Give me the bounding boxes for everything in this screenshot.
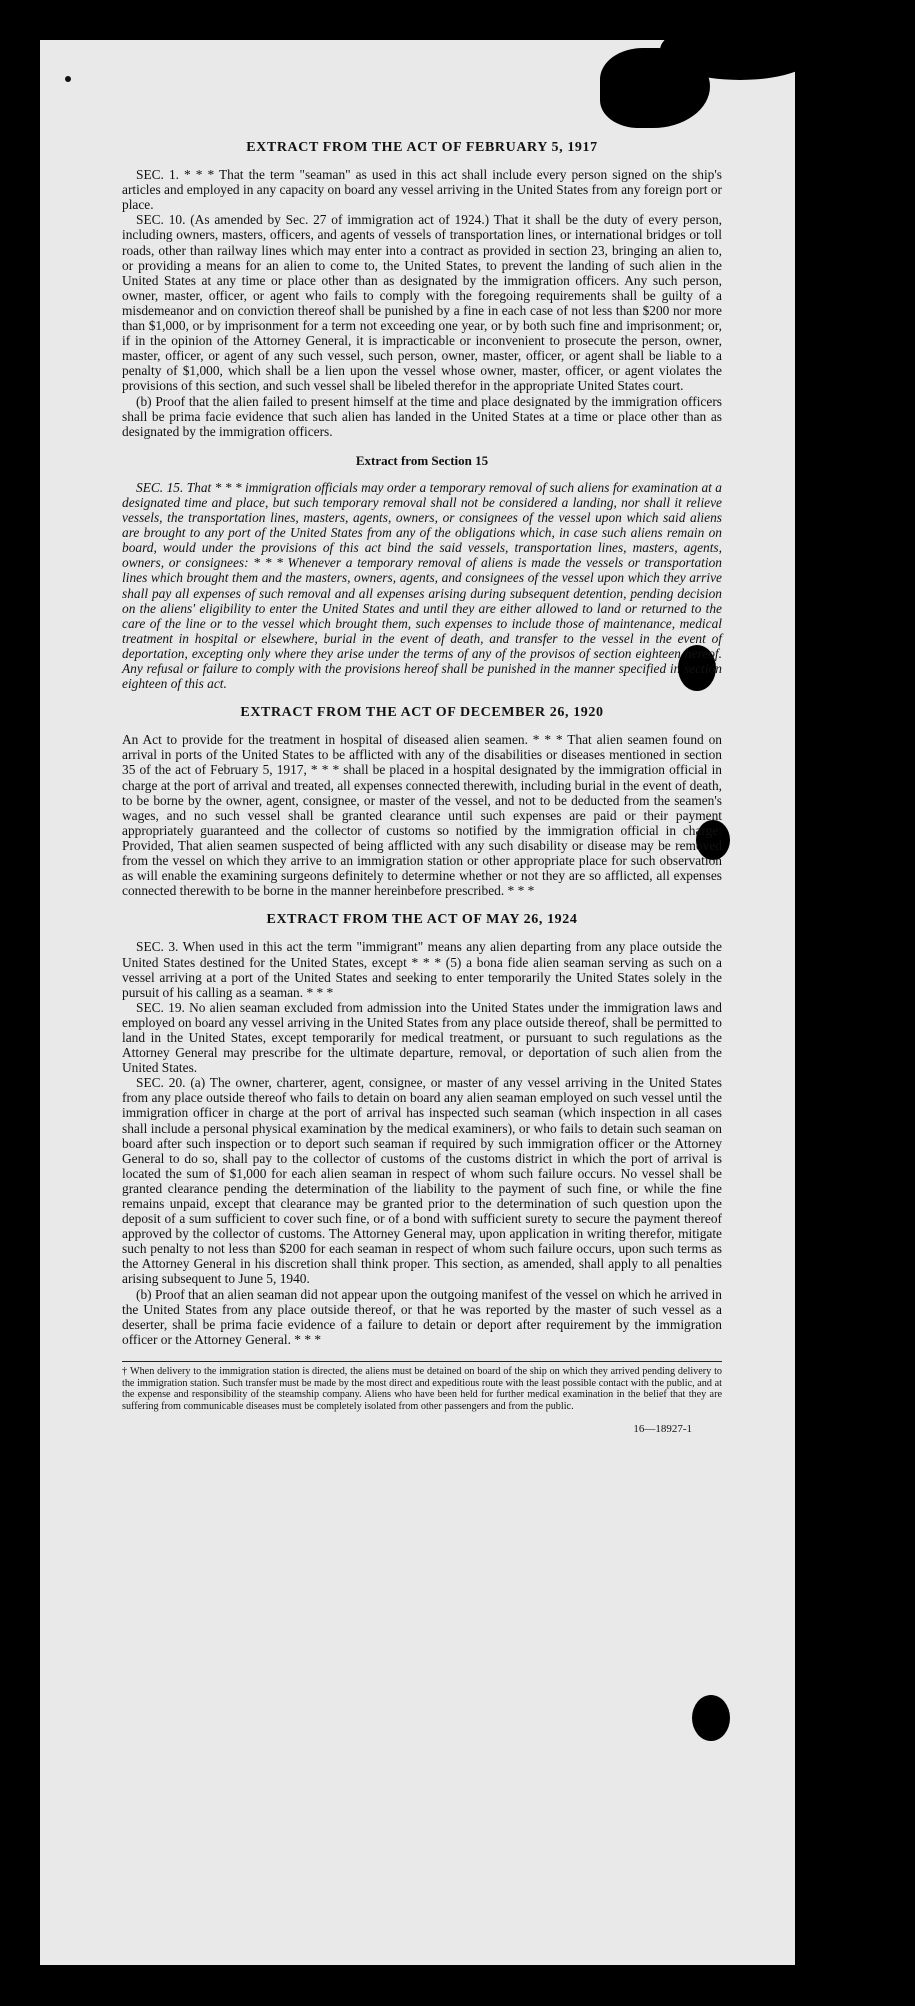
- section-15: [122, 480, 722, 691]
- paragraph-sec-19: SEC. 19. No alien seaman excluded from admission into the United States under the immigration laws and employed on board any vessel arriving in the United States from any place outside thereof, shall be permitted to land in the United States, except temporarily for medical treatment, or pursuant to such regulations as the Attorney General may prescribe for the ultimate departure, removal, or deportation of such alien from the United States.: [122, 999, 722, 1076]
- form-number: 16—18927-1: [633, 1423, 692, 1436]
- section-1924: [122, 939, 722, 1347]
- document-body: [122, 140, 722, 1437]
- burn-hole-3: [692, 1695, 730, 1741]
- paragraph-sec-1: SEC. 1. * * * That the term "seaman" as used in this act shall include every person signed on the ship's articles and employed in any capacity on board any vessel arriving in the United States from any foreign port or place.: [122, 167, 722, 213]
- document-page: [40, 40, 795, 1965]
- paragraph-sec-10: SEC. 10. (As amended by Sec. 27 of immigration act of 1924.) That it shall be the duty of every person, including owners, masters, officers, and agents of vessels of transportation lines, or international bridges or toll roads, other than railway lines which may enter into a contract as provided in section 23, bringing an alien to, or providing a means for an alien to come to, the United States, to prevent the landing of such alien in the United States at any time or place other than as designated by the immigration officers. Any such person, owner, master, officer, or agent who fails to comply with the foregoing requirements shall be guilty of a misdemeanor and on conviction thereof shall be punished by a fine in each case of not less than $200 nor more than $1,000, or by imprisonment for a term not exceeding one year, or by both such fine and imprisonment; or, if in the opinion of the Attorney General, it is impracticable or inconvenient to prosecute the person, owner, master, officer, or agent of any such vessel, such person, owner, master, officer, or agent shall be liable to a penalty of $1,000, which shall be a lien upon the vessel whose owner, master, officer, or agent violates the provisions of this section, and such vessel shall be libeled therefor in the appropriate United States court.: [122, 212, 722, 394]
- section-1917: [122, 167, 722, 439]
- subheading-section-15: Extract from Section 15: [355, 452, 489, 468]
- footnote: † When delivery to the immigration station is directed, the aliens must be detained on board of the ship on which they arrived pending delivery to the immigration station. Such transfer must be made by the most direct and expeditious route with the least possible contact with the public, and at the expense and responsibility of the steamship company. Aliens who have been held for further medical examination in the belief that they are suffering from communicable diseases must be completely isolated from other passengers and from the public.: [122, 1361, 722, 1412]
- heading-act-1920: EXTRACT FROM THE ACT OF DECEMBER 26, 1920: [240, 705, 604, 721]
- heading-act-1924: EXTRACT FROM THE ACT OF MAY 26, 1924: [266, 912, 578, 928]
- paragraph-sec-20a: SEC. 20. (a) The owner, charterer, agent, consignee, or master of any vessel arriving in the United States from any place outside thereof who fails to detain on board any alien seaman employed on such vessel until the immigration officer in charge at the port of arrival has inspected such seaman (which inspection in all cases shall include a personal physical examination by the medical examiners), or who fails to detain such seaman on board after such inspection or to deport such seaman if required by such immigration officer or the Attorney General to do so, shall pay to the collector of customs of the customs district in which the port of arrival is located the sum of $1,000 for each alien seaman in respect of whom such failure occurs. No vessel shall be granted clearance pending the determination of the liability to the payment of such fine, or while the fine remains unpaid, except that clearance may be granted prior to the determination of such question upon the deposit of a sum sufficient to cover such fine, or of a bond with sufficient surety to secure the payment thereof approved by the collector of customs. The Attorney General may, upon application in writing therefor, mitigate such penalty to not less than $200 for each seaman in respect of whom such failure occurs, upon such terms as the Attorney General in his discretion shall think proper. This section, as amended, shall apply to all penalties arising subsequent to June 5, 1940.: [122, 1075, 722, 1287]
- paragraph-act-1920: An Act to provide for the treatment in hospital of diseased alien seamen. * * * That alien seamen found on arrival in ports of the United States to be afflicted with any of the disabilities or diseases mentioned in section 35 of the act of February 5, 1917, * * * shall be placed in a hospital designated by the immigration official in charge at the port of arrival and treated, all expenses connected therewith, including burial in the event of death, to be borne by the owner, agent, consignee, or master of the vessel, and not to be deducted from the seamen's wages, and no such vessel shall be granted clearance until such expenses are paid or their payment appropriately guaranteed and the collector of customs so notified by the immigration official in charge: Provided, That alien seamen suspected of being afflicted with any such disability or disease may be removed from the vessel on which they arrive to an immigration station or other appropriate place for such observation as will enable the examining surgeons definitely to determine whether or not they are so afflicted, all expenses connected therewith to be borne in the manner hereinbefore prescribed. * * *: [122, 732, 722, 899]
- punch-dot: [65, 76, 71, 82]
- paragraph-sec-10b: (b) Proof that the alien failed to present himself at the time and place designated by the immigration officers shall be prima facie evidence that such alien has landed in the United States at a time or place other than as designated by the immigration officers.: [122, 393, 722, 439]
- heading-act-1917: EXTRACT FROM THE ACT OF FEBRUARY 5, 1917: [246, 140, 598, 155]
- section-1920: [122, 732, 722, 898]
- paragraph-sec-15: SEC. 15. That * * * immigration officials may order a temporary removal of such aliens for examination at a designated time and place, but such temporary removal shall not be considered a landing, nor shall it relieve vessels, the transportation lines, masters, agents, owners, or consignees of the vessel upon which said aliens are brought to any port of the United States from any of the obligations which, in case such aliens remain on board, would under the provisions of this act bind the said vessels, transportation lines, masters, agents, owners, or consignees: * * * Whenever a temporary removal of aliens is made the vessels or transportation lines which brought them and the masters, owners, agents, and consignees of the vessel upon which they arrive shall pay all expenses of such removal and all expenses arising during subsequent detention, pending decision on the aliens' eligibility to enter the United States and until they are either allowed to land or returned to the care of the line or to the vessel which brought them, such expenses to include those of maintenance, medical treatment in hospital or elsewhere, burial in the event of death, and transfer to the vessel in the event of deportation, excepting only where they arise under the terms of any of the provisos of section eighteen hereof. Any refusal or failure to comply with the provisions hereof shall be punished in the manner specified in section eighteen of this act.: [122, 479, 722, 692]
- paragraph-sec-3: SEC. 3. When used in this act the term "immigrant" means any alien departing from any place outside the United States destined for the United States, except * * * (5) a bona fide alien seaman serving as such on a vessel arriving at a port of the United States and seeking to enter temporarily the United States solely in the pursuit of his calling as a seaman. * * *: [122, 939, 722, 1000]
- paragraph-sec-20b: (b) Proof that an alien seaman did not appear upon the outgoing manifest of the vessel on which he arrived in the United States from any place outside thereof, or that he was reported by the master of such vessel as a deserter, shall be prima facie evidence of a failure to detain or deport after requirement by the immigration officer or the Attorney General. * * *: [122, 1286, 722, 1347]
